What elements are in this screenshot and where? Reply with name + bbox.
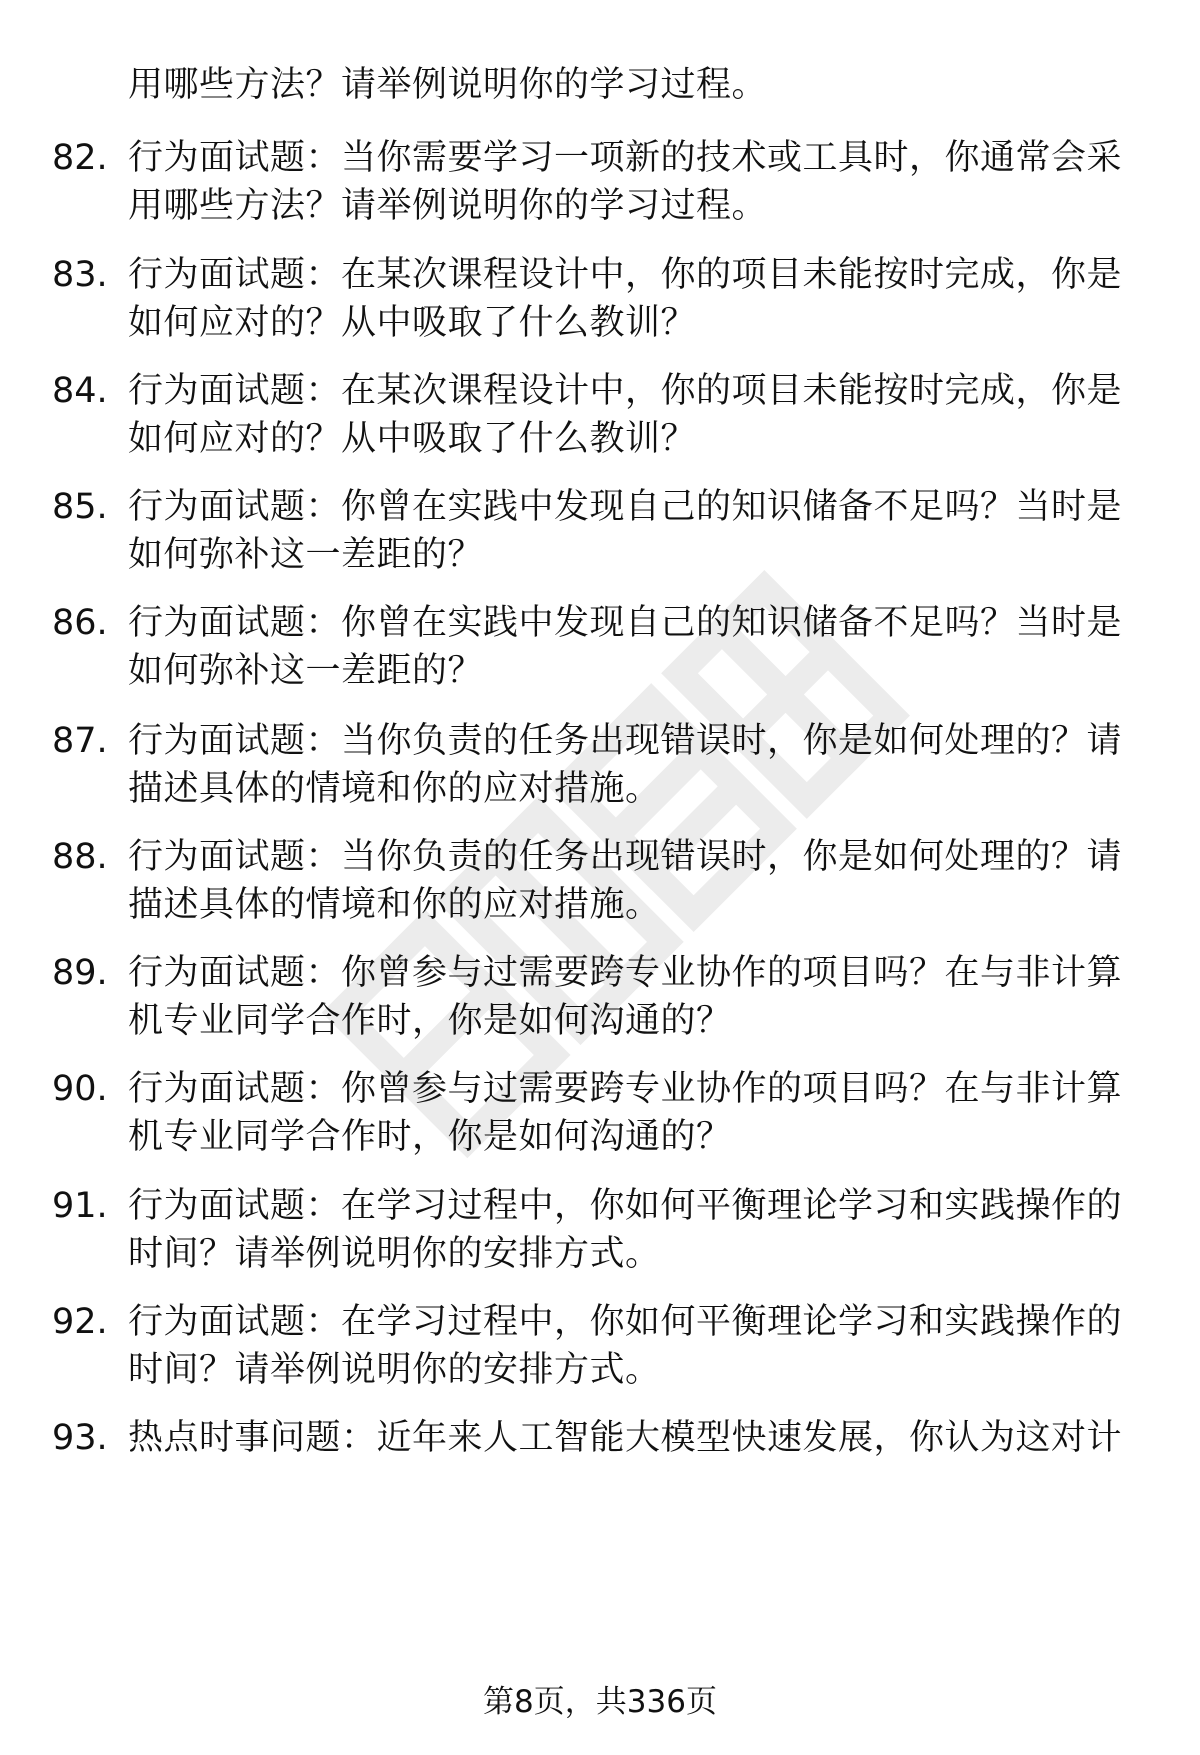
question-text-line-1: 行为面试题：当你需要学习一项新的技术或工具时，你通常会采 bbox=[128, 138, 1123, 178]
question-text-line-2: 描述具体的情境和你的应对措施。 bbox=[128, 885, 661, 925]
question-text-line-2: 如何弥补这一差距的？ bbox=[128, 535, 484, 575]
question-number: 84. bbox=[52, 371, 108, 411]
question-number: 90. bbox=[52, 1069, 108, 1109]
question-text-line-2: 时间？请举例说明你的安排方式。 bbox=[128, 1234, 661, 1274]
question-item-91 bbox=[0, 1181, 1200, 1291]
question-text-line-2: 时间？请举例说明你的安排方式。 bbox=[128, 1350, 661, 1390]
question-text-line-1: 行为面试题：在某次课程设计中，你的项目未能按时完成，你是 bbox=[128, 255, 1123, 295]
question-text-line-2: 如何应对的？从中吸取了什么教训？ bbox=[128, 419, 697, 459]
question-number: 86. bbox=[52, 603, 108, 643]
question-item-86 bbox=[0, 598, 1200, 708]
question-text-line-2: 描述具体的情境和你的应对措施。 bbox=[128, 769, 661, 809]
question-number: 85. bbox=[52, 487, 108, 527]
question-text-line-2: 机专业同学合作时，你是如何沟通的？ bbox=[128, 1001, 732, 1041]
question-number: 92. bbox=[52, 1302, 108, 1342]
question-number: 91. bbox=[52, 1186, 108, 1226]
question-number: 88. bbox=[52, 837, 108, 877]
question-item-92 bbox=[0, 1297, 1200, 1407]
question-text-line-1: 热点时事问题：近年来人工智能大模型快速发展，你认为这对计 bbox=[128, 1418, 1123, 1458]
question-text-line-2: 如何应对的？从中吸取了什么教训？ bbox=[128, 303, 697, 343]
question-number: 93. bbox=[52, 1418, 108, 1458]
question-item-84 bbox=[0, 366, 1200, 476]
question-item-88 bbox=[0, 832, 1200, 942]
question-number: 89. bbox=[52, 953, 108, 993]
question-text-line-1: 行为面试题：你曾参与过需要跨专业协作的项目吗？在与非计算 bbox=[128, 953, 1123, 993]
question-item-93 bbox=[0, 1413, 1200, 1523]
page-footer-number: 第8页，共336页 bbox=[483, 1684, 717, 1720]
question-item-87 bbox=[0, 716, 1200, 826]
question-text-line-1: 行为面试题：你曾在实践中发现自己的知识储备不足吗？当时是 bbox=[128, 603, 1123, 643]
question-text-line-1: 行为面试题：当你负责的任务出现错误时，你是如何处理的？请 bbox=[128, 721, 1123, 761]
question-text-line-1: 行为面试题：当你负责的任务出现错误时，你是如何处理的？请 bbox=[128, 837, 1123, 877]
question-text-line-1: 行为面试题：在学习过程中，你如何平衡理论学习和实践操作的 bbox=[128, 1186, 1123, 1226]
continued-question-line: 用哪些方法？请举例说明你的学习过程。 bbox=[128, 65, 768, 105]
question-text-line-1: 行为面试题：你曾在实践中发现自己的知识储备不足吗？当时是 bbox=[128, 487, 1123, 527]
question-text-line-1: 行为面试题：在学习过程中，你如何平衡理论学习和实践操作的 bbox=[128, 1302, 1123, 1342]
question-item-85 bbox=[0, 482, 1200, 592]
question-text-line-2: 机专业同学合作时，你是如何沟通的？ bbox=[128, 1117, 732, 1157]
question-text-line-1: 行为面试题：你曾参与过需要跨专业协作的项目吗？在与非计算 bbox=[128, 1069, 1123, 1109]
question-item-89 bbox=[0, 948, 1200, 1058]
question-text-line-2: 用哪些方法？请举例说明你的学习过程。 bbox=[128, 186, 768, 226]
question-item-90 bbox=[0, 1064, 1200, 1174]
question-text-line-1: 行为面试题：在某次课程设计中，你的项目未能按时完成，你是 bbox=[128, 371, 1123, 411]
question-number: 83. bbox=[52, 255, 108, 295]
question-text-line-2: 如何弥补这一差距的？ bbox=[128, 651, 484, 691]
question-number: 87. bbox=[52, 721, 108, 761]
question-item-82 bbox=[0, 133, 1200, 243]
question-number: 82. bbox=[52, 138, 108, 178]
question-item-83 bbox=[0, 250, 1200, 360]
